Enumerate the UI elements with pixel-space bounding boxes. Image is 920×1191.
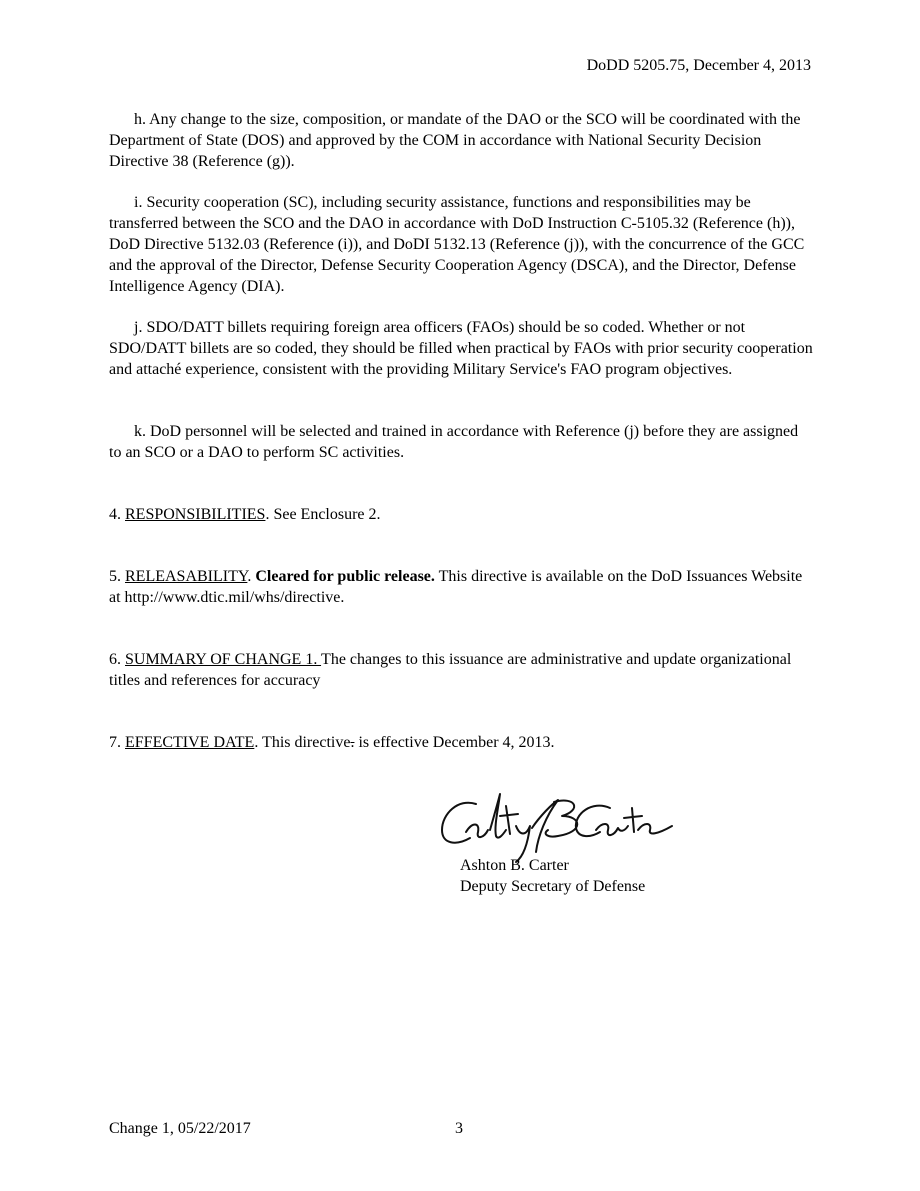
paragraph-k: k. DoD personnel will be selected and trained in accordance with Reference (j) before they are assigned to an SCO or a DAO to perform SC activities. [109,423,799,461]
section-summary-of-change [109,649,814,691]
section-heading: RESPONSIBILITIES [125,506,266,523]
signature-stroke-ar [596,824,628,835]
section-releasability [109,566,814,608]
signer-title: Deputy Secretary of Defense [460,878,646,895]
section-heading: EFFECTIVE DATE [125,734,255,751]
signature-stroke-tail [638,824,672,833]
section-heading: RELEASABILITY [125,568,248,585]
section-effective-date [109,732,814,753]
signature-stroke-a [466,825,488,838]
release-statement: Cleared for public release. [255,568,435,585]
paragraph-j: j. SDO/DATT billets requiring foreign area officers (FAOs) should be so coded. Whether or not SDO/DATT billets are so coded, they should be filled when practical by FAOs with prior security cooperation and attaché experience, consistent with the providing Military Service's FAO program objectives. [109,319,813,378]
section-text: This directive is available on the DoD Issuances Website at http://www.dtic.mil/whs/directive. [109,568,803,606]
document-header: DoDD 5205.75, December 4, 2013 [586,57,811,74]
section-number: 6. [109,651,125,668]
footer-change-note: Change 1, 05/22/2017 [109,1120,251,1137]
signer-name: Ashton B. Carter [460,857,569,874]
struck-period: . [350,734,355,751]
signature-block [460,855,645,897]
section-responsibilities [109,504,814,525]
section-separator: . [247,568,256,585]
section-text: . See Enclosure 2. [265,506,381,523]
paragraph-h: h. Any change to the size, composition, or mandate of the DAO or the SCO will be coordinated with the Department of State (DOS) and approved by the COM in accordance with National Security Decision Directive 38 (Reference (g)). [109,111,801,170]
section-number: 7. [109,734,125,751]
signature-stroke-c [442,803,476,843]
signature-stroke-c2 [576,806,610,836]
section-number: 5. [109,568,125,585]
section-text-pre: . This directive [254,734,351,751]
handwritten-signature [436,786,676,866]
signature-stroke-t [500,806,518,834]
signature-stroke-slash [532,800,558,852]
section-text: is effective December 4, 2013. [354,734,555,751]
paragraph-i: i. Security cooperation (SC), including security assistance, functions and responsibilities may be transferred between the SCO and the DAO in accordance with DoD Instruction C-5105.32 (Reference (h)), DoD Directive 5132.03 (Reference (i)), and DoDI 5132.13 (Reference (j)), with the concurrence of the GCC and the approval of the Director, Defense Security Cooperation Agency (DSCA), and the Director, Defense Intelligence Agency (DIA). [109,194,805,295]
section-number: 4. [109,506,125,523]
footer-page-number: 3 [455,1120,463,1137]
section-text: The changes to this issuance are administrative and update organizational titles and references for accuracy [109,651,792,689]
section-heading: SUMMARY OF CHANGE 1. [125,651,322,668]
